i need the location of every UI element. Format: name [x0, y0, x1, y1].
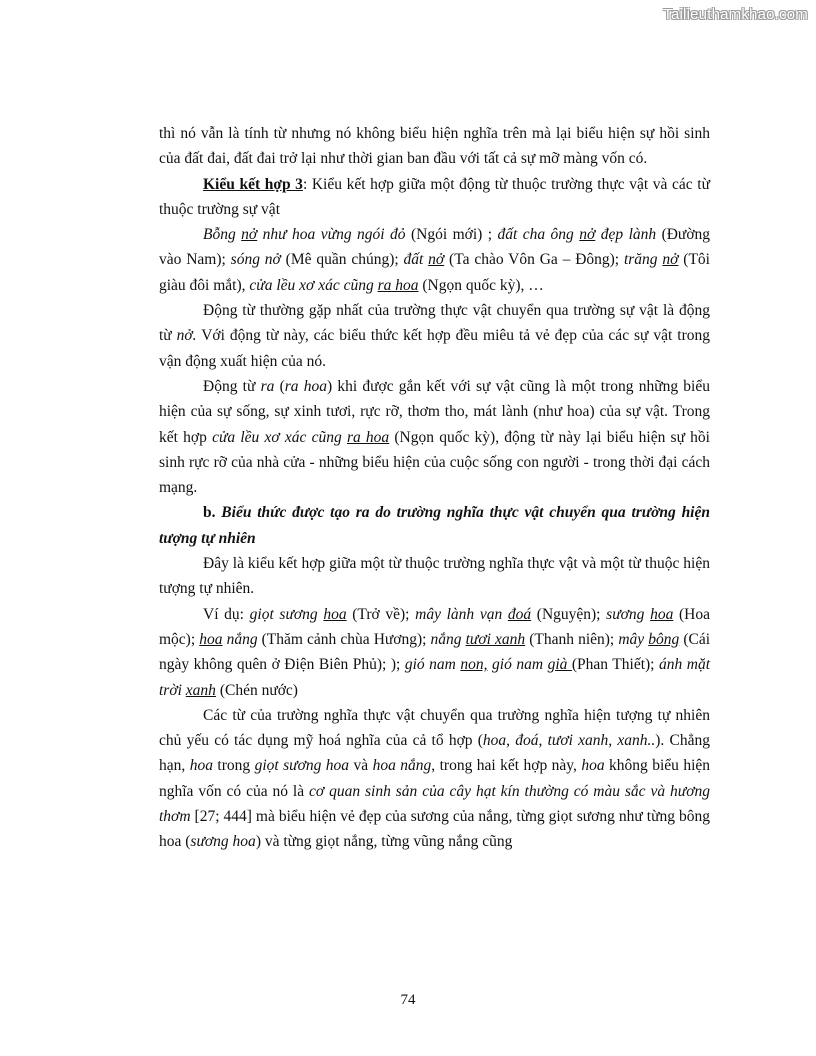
text-run: ) và từng giọt nắng, từng vũng nắng cũng [255, 833, 513, 851]
text-run: và [349, 757, 373, 775]
example-text: nắng [430, 630, 466, 648]
example-text: đất cha ông [497, 226, 580, 244]
paragraph-7: Đây là kiểu kết hợp giữa một từ thuộc trường nghĩa thực vật và một từ thuộc hiện tượng tự nhiên. [159, 555, 710, 598]
source-text: (Cái ngày không quên ở Điện Biên Phủ); ); [159, 630, 710, 674]
section-label: b. [203, 504, 222, 522]
italic-term: ra hoa [284, 377, 327, 395]
italic-term: sương hoa [190, 833, 256, 851]
text-run: trong [212, 757, 255, 775]
source-text: (Phan Thiết); [571, 656, 659, 674]
text-run: ( [274, 377, 285, 395]
example-text: ánh mặt trời [159, 656, 711, 699]
text-run: , trong hai kết hợp này, [431, 757, 582, 775]
source-text: (Trở về); [346, 605, 416, 623]
paragraph-2 [159, 172, 710, 223]
example-text: đất [403, 251, 429, 269]
underlined-word: nở [428, 251, 445, 269]
example-text: sóng nở [230, 251, 281, 269]
example-text: như hoa vừng ngói đỏ [257, 226, 406, 244]
underlined-word: nở [662, 251, 679, 269]
underlined-word: nở [579, 226, 596, 244]
text-run: không biểu hiện nghĩa vốn có của nó là [159, 757, 711, 800]
example-text: mây [618, 630, 649, 648]
watermark: Tailieuthamkhao.com [663, 6, 808, 23]
source-text: (Mê quần chúng); [280, 251, 404, 269]
underlined-word: ra hoa [346, 428, 390, 446]
italic-term: cơ quan sinh sản của cây hạt kín thường có màu sắc và hương thơm [159, 782, 710, 826]
text-run: ). Chẳng hạn, [159, 732, 710, 775]
paragraph-3-examples [159, 222, 710, 298]
paragraph-2-text: : Kiểu kết hợp giữa một động từ thuộc trường thực vật và các từ thuộc trường sự vật [159, 175, 710, 218]
combination-type-heading: Kiểu kết hợp 3 [203, 175, 303, 193]
example-text: đẹp lành [595, 226, 657, 244]
text-run: Ví dụ: [203, 605, 250, 623]
underlined-word: hoa [199, 630, 223, 648]
paragraph-4 [159, 298, 710, 374]
source-text: (Ta chào Vôn Ga – Đông); [444, 251, 624, 269]
text-run: [27; 444] mà biểu hiện vẻ đẹp của sương của nắng, từng giọt sương như từng bông hoa ( [159, 808, 710, 851]
underlined-word: nở [241, 226, 258, 244]
italic-term: nở. [176, 327, 197, 345]
underlined-word: xanh [185, 681, 216, 699]
underlined-word: già [547, 656, 572, 674]
italic-term: ra [260, 377, 275, 395]
text-run: Động từ thường gặp nhất của trường thực vật chuyển qua trường sự vật là động từ [159, 302, 710, 345]
paragraph-1: thì nó vẫn là tính từ nhưng nó không biểu hiện nghĩa trên mà lại biểu hiện sự hồi sinh của đất đai, đất đai trở lại như thời gian ban đầu với tất cả sự mỡ màng vốn có. [159, 125, 710, 168]
underlined-word: hoa [323, 605, 347, 623]
example-text: nắng [222, 630, 258, 648]
paragraph-8-examples [159, 602, 710, 703]
example-text: giọt sương [249, 605, 324, 623]
section-title: Biểu thức được tạo ra do trường nghĩa thực vật chuyển qua trường hiện tượng tự nhiên [159, 504, 710, 547]
source-text: (Nguyện); [531, 605, 607, 623]
section-b-heading [159, 500, 710, 551]
example-text: mây lành vạn [415, 605, 508, 623]
source-text: (Đường vào Nam); [159, 226, 711, 269]
document-body [159, 121, 710, 855]
source-text: (Thăm cảnh chùa Hương); [257, 630, 431, 648]
underlined-word: đoá [507, 605, 532, 623]
text-run: Động từ [203, 377, 261, 395]
source-text: (Hoa mộc); [159, 605, 710, 648]
italic-term: hoa [581, 757, 605, 775]
source-text: (Chén nước) [215, 681, 298, 699]
italic-term: giọt sương hoa [254, 757, 350, 775]
example-text: gió nam [404, 656, 461, 674]
example-text: gió nam [487, 656, 548, 674]
text-run: Với động từ này, các biểu thức kết hợp đều miêu tả vẻ đẹp của các sự vật trong vận động xuất hiện của nó. [159, 327, 710, 370]
example-text: sương [606, 605, 651, 623]
text-run: Các từ của trường nghĩa thực vật chuyển qua trường nghĩa hiện tượng tự nhiên chủ yếu có tác dụng mỹ hoá nghĩa của cả tổ hợp ( [159, 706, 710, 750]
underlined-word: ra hoa [377, 276, 419, 294]
source-text: (Tôi giàu đôi mắt), [159, 251, 710, 294]
underlined-word: bông [648, 630, 680, 648]
source-text: (Ngói mới) ; [405, 226, 498, 244]
text-run: (Ngọn quốc kỳ), động từ này lại biểu hiện sự hồi sinh rực rỡ của nhà cửa - những biểu hiện của cuộc sống con người - trong thời đại cách mạng. [159, 428, 710, 497]
text-run: ) khi được gắn kết với sự vật cũng là một trong những biểu hiện của sự sống, sự xinh tươi, rực rỡ, thơm tho, mát lành (như hoa) của sự vật. Trong kết hợp [159, 377, 710, 446]
italic-term: hoa, đoá, tươi xanh, xanh.. [482, 732, 656, 750]
underlined-word: hoa [650, 605, 674, 623]
page-number: 74 [400, 992, 416, 1008]
source-text: (Thanh niên); [525, 630, 619, 648]
example-text: trăng [623, 251, 663, 269]
paragraph-5 [159, 374, 710, 500]
source-text: (Ngọn quốc kỳ), … [418, 276, 544, 294]
underlined-word: tươi xanh [465, 630, 526, 648]
italic-term: hoa nắng [372, 757, 432, 775]
paragraph-9 [159, 703, 710, 855]
example-text: cửa lều xơ xác cũng [249, 276, 378, 294]
italic-term: cửa lều xơ xác cũng [212, 428, 347, 446]
example-text: Bỗng [203, 226, 242, 244]
italic-term: hoa [189, 757, 213, 775]
underlined-word: non, [460, 656, 488, 674]
